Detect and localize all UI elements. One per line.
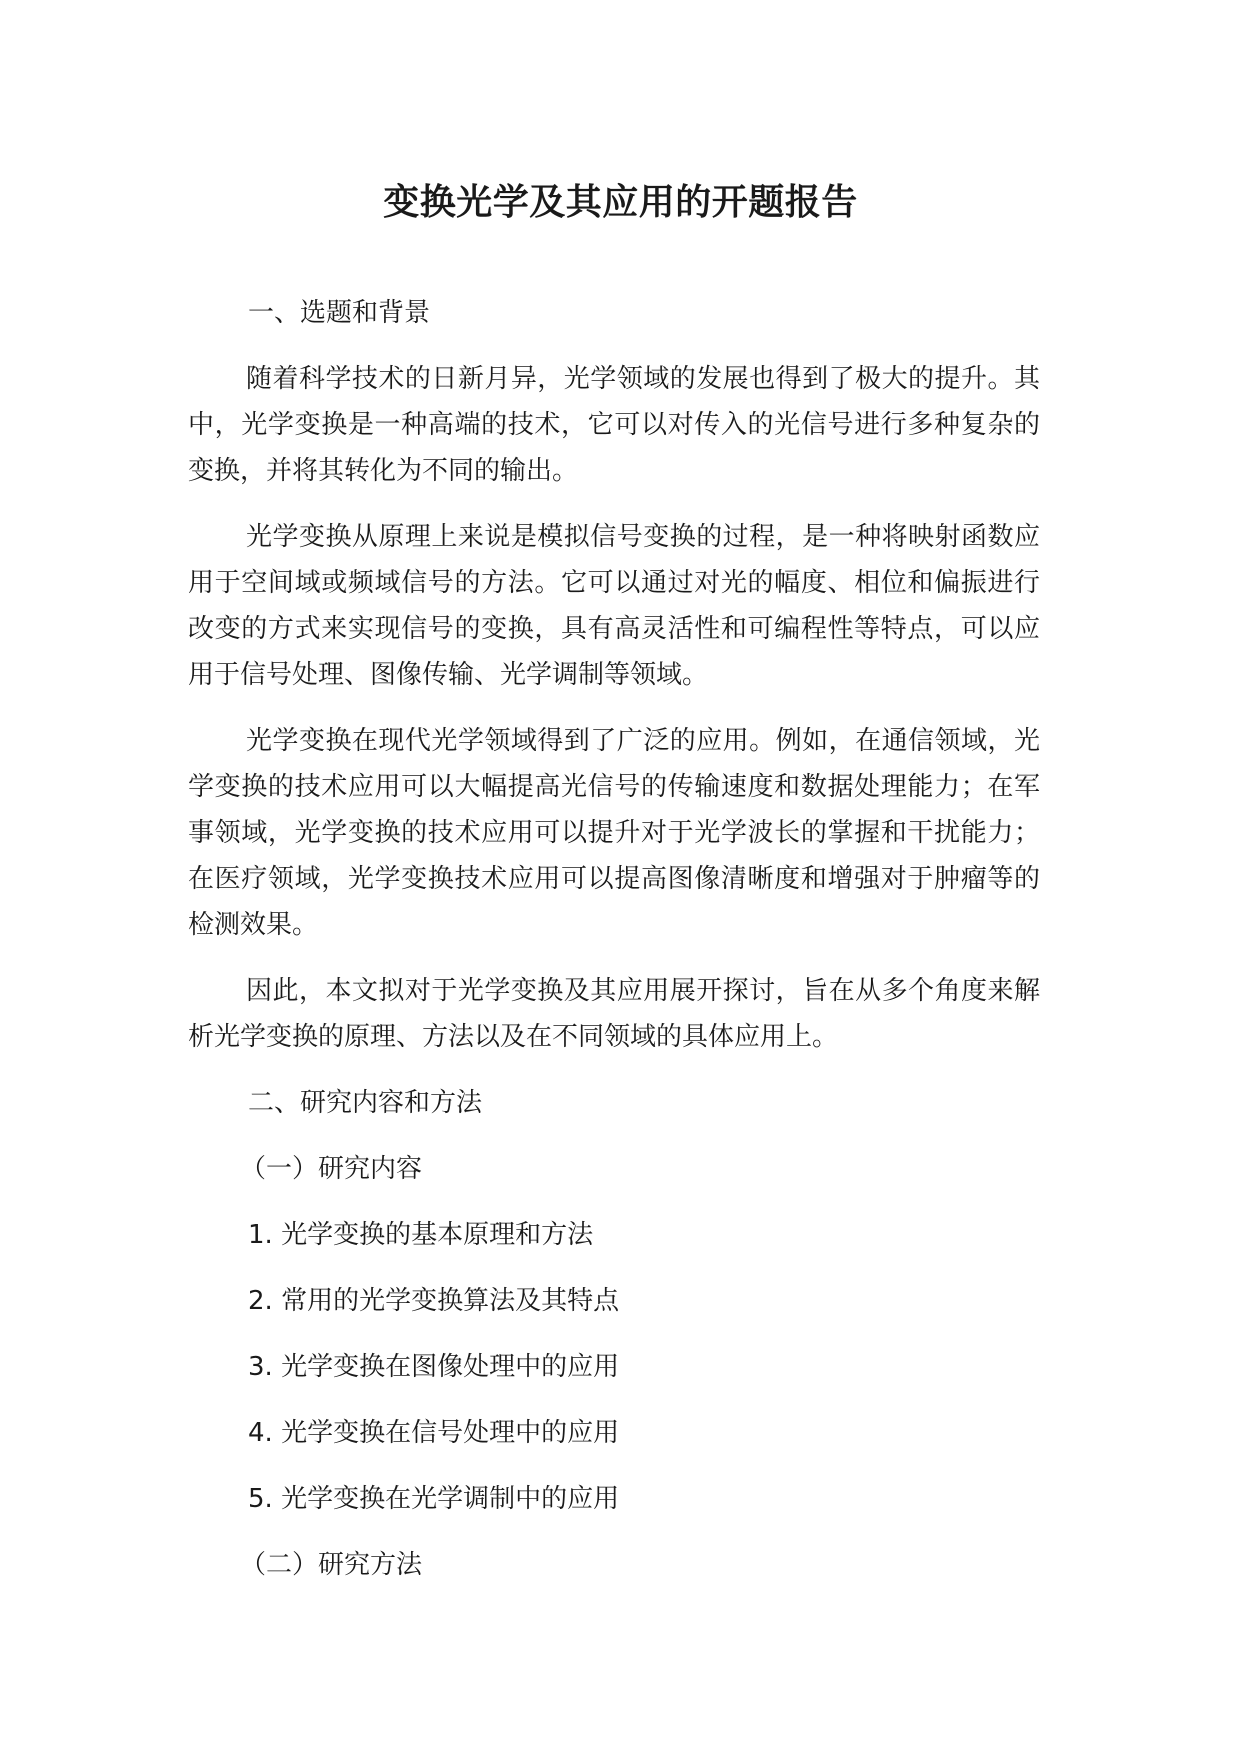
subsection-heading-content: （一）研究内容 (240, 1154, 423, 1184)
paragraph: 随着科学技术的日新月异，光学领域的发展也得到了极大的提升。其中，光学变换是一种高端的技术，它可以对传入的光信号进行多种复杂的变换，并将其转化为不同的输出。 (188, 364, 1040, 486)
section-heading-background: 一、选题和背景 (248, 298, 431, 328)
list-item: 3. 光学变换在图像处理中的应用 (248, 1352, 620, 1382)
list-item: 1. 光学变换的基本原理和方法 (248, 1220, 594, 1250)
paragraph: 因此，本文拟对于光学变换及其应用展开探讨，旨在从多个角度来解析光学变换的原理、方法以及在不同领域的具体应用上。 (188, 976, 1040, 1052)
list-item: 5. 光学变换在光学调制中的应用 (248, 1484, 620, 1514)
document-body (188, 290, 1040, 1608)
subsection-heading-methods: （二）研究方法 (240, 1550, 423, 1580)
document-title: 变换光学及其应用的开题报告 (383, 182, 858, 223)
list-item: 4. 光学变换在信号处理中的应用 (248, 1418, 620, 1448)
section-heading-content-methods: 二、研究内容和方法 (248, 1088, 483, 1118)
paragraph: 光学变换在现代光学领域得到了广泛的应用。例如，在通信领域，光学变换的技术应用可以大幅提高光信号的传输速度和数据处理能力；在军事领域，光学变换的技术应用可以提升对于光学波长的掌握和干扰能力；在医疗领域，光学变换技术应用可以提高图像清晰度和增强对于肿瘤等的检测效果。 (188, 726, 1040, 940)
research-content-list (188, 1212, 1040, 1522)
paragraph: 光学变换从原理上来说是模拟信号变换的过程，是一种将映射函数应用于空间域或频域信号的方法。它可以通过对光的幅度、相位和偏振进行改变的方式来实现信号的变换，具有高灵活性和可编程性等特点，可以应用于信号处理、图像传输、光学调制等领域。 (188, 522, 1040, 690)
list-item: 2. 常用的光学变换算法及其特点 (248, 1286, 620, 1316)
